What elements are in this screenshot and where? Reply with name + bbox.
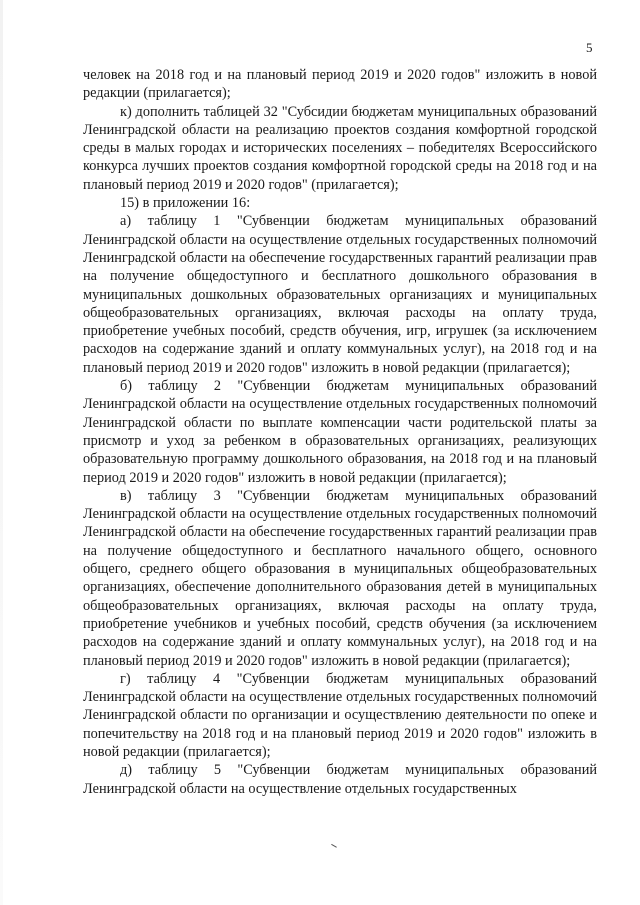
paragraph-item-v: в) таблицу 3 "Субвенции бюджетам муниципальных образований Ленинградской области на осуществление отдельных государственных полномочий Ленинградской области на обеспечение государственных гарантий реализации прав на получение общедоступного и бесплатного начального общего, основного общего, среднего общего образования в муниципальных общеобразовательных организациях, обеспечение дополнительного образования детей в муниципальных общеобразовательных организациях, включая расходы на оплату труда, приобретение учебников и учебных пособий, средств обучения (за исключением расходов на содержание зданий и оплату коммунальных услуг), на 2018 год и на плановый период 2019 и 2020 годов" изложить в новой редакции (прилагается); [83,487,597,669]
paragraph-item-d: д) таблицу 5 "Субвенции бюджетам муниципальных образований Ленинградской области на осуществление отдельных государственных [83,762,597,797]
paragraph-item-b: б) таблицу 2 "Субвенции бюджетам муниципальных образований Ленинградской области на осуществление отдельных государственных полномочий Ленинградской области по выплате компенсации части родительской платы за присмотр и уход за ребенком в образовательных организациях, реализующих образовательную программу дошкольного образования, на 2018 год и на плановый период 2019 и 2020 годов" изложить в новой редакции (прилагается); [83,378,597,486]
paragraph-item-a: а) таблицу 1 "Субвенции бюджетам муниципальных образований Ленинградской области на осуществление отдельных государственных полномочий Ленинградской области на обеспечение государственных гарантий реализации прав на получение общедоступного и бесплатного дошкольного образования в муниципальных дошкольных образовательных организациях и муниципальных общеобразовательных организациях, включая расходы на оплату труда, приобретение учебных пособий, средств обучения, игр, игрушек (за исключением расходов на содержание зданий и оплату коммунальных услуг), на 2018 год и на плановый период 2019 и 2020 годов" изложить в новой редакции (прилагается); [83,213,597,376]
paragraph-continuation: человек на 2018 год и на плановый период 2019 и 2020 годов" изложить в новой редакции (прилагается); [83,67,597,102]
document-body [83,66,597,798]
paragraph-item-15: 15) в приложении 16: [120,195,251,212]
paragraph-item-g: г) таблицу 4 "Субвенции бюджетам муниципальных образований Ленинградской области на осуществление отдельных государственных полномочий Ленинградской области по организации и осуществлению деятельности по опеке и попечительству на 2018 год и на плановый период 2019 и 2020 годов" изложить в новой редакции (прилагается); [83,670,597,760]
scan-speck [329,844,337,851]
paragraph-item-k: к) дополнить таблицей 32 "Субсидии бюджетам муниципальных образований Ленинградской области на реализацию проектов создания комфортной городской среды в малых городах и исторических поселениях – победителях Всероссийского конкурса лучших проектов создания комфортной городской среды на 2018 год и на плановый период 2019 и 2020 годов" (прилагается); [83,103,597,193]
scan-edge-shadow [0,0,3,905]
page-number: 5 [586,40,593,55]
